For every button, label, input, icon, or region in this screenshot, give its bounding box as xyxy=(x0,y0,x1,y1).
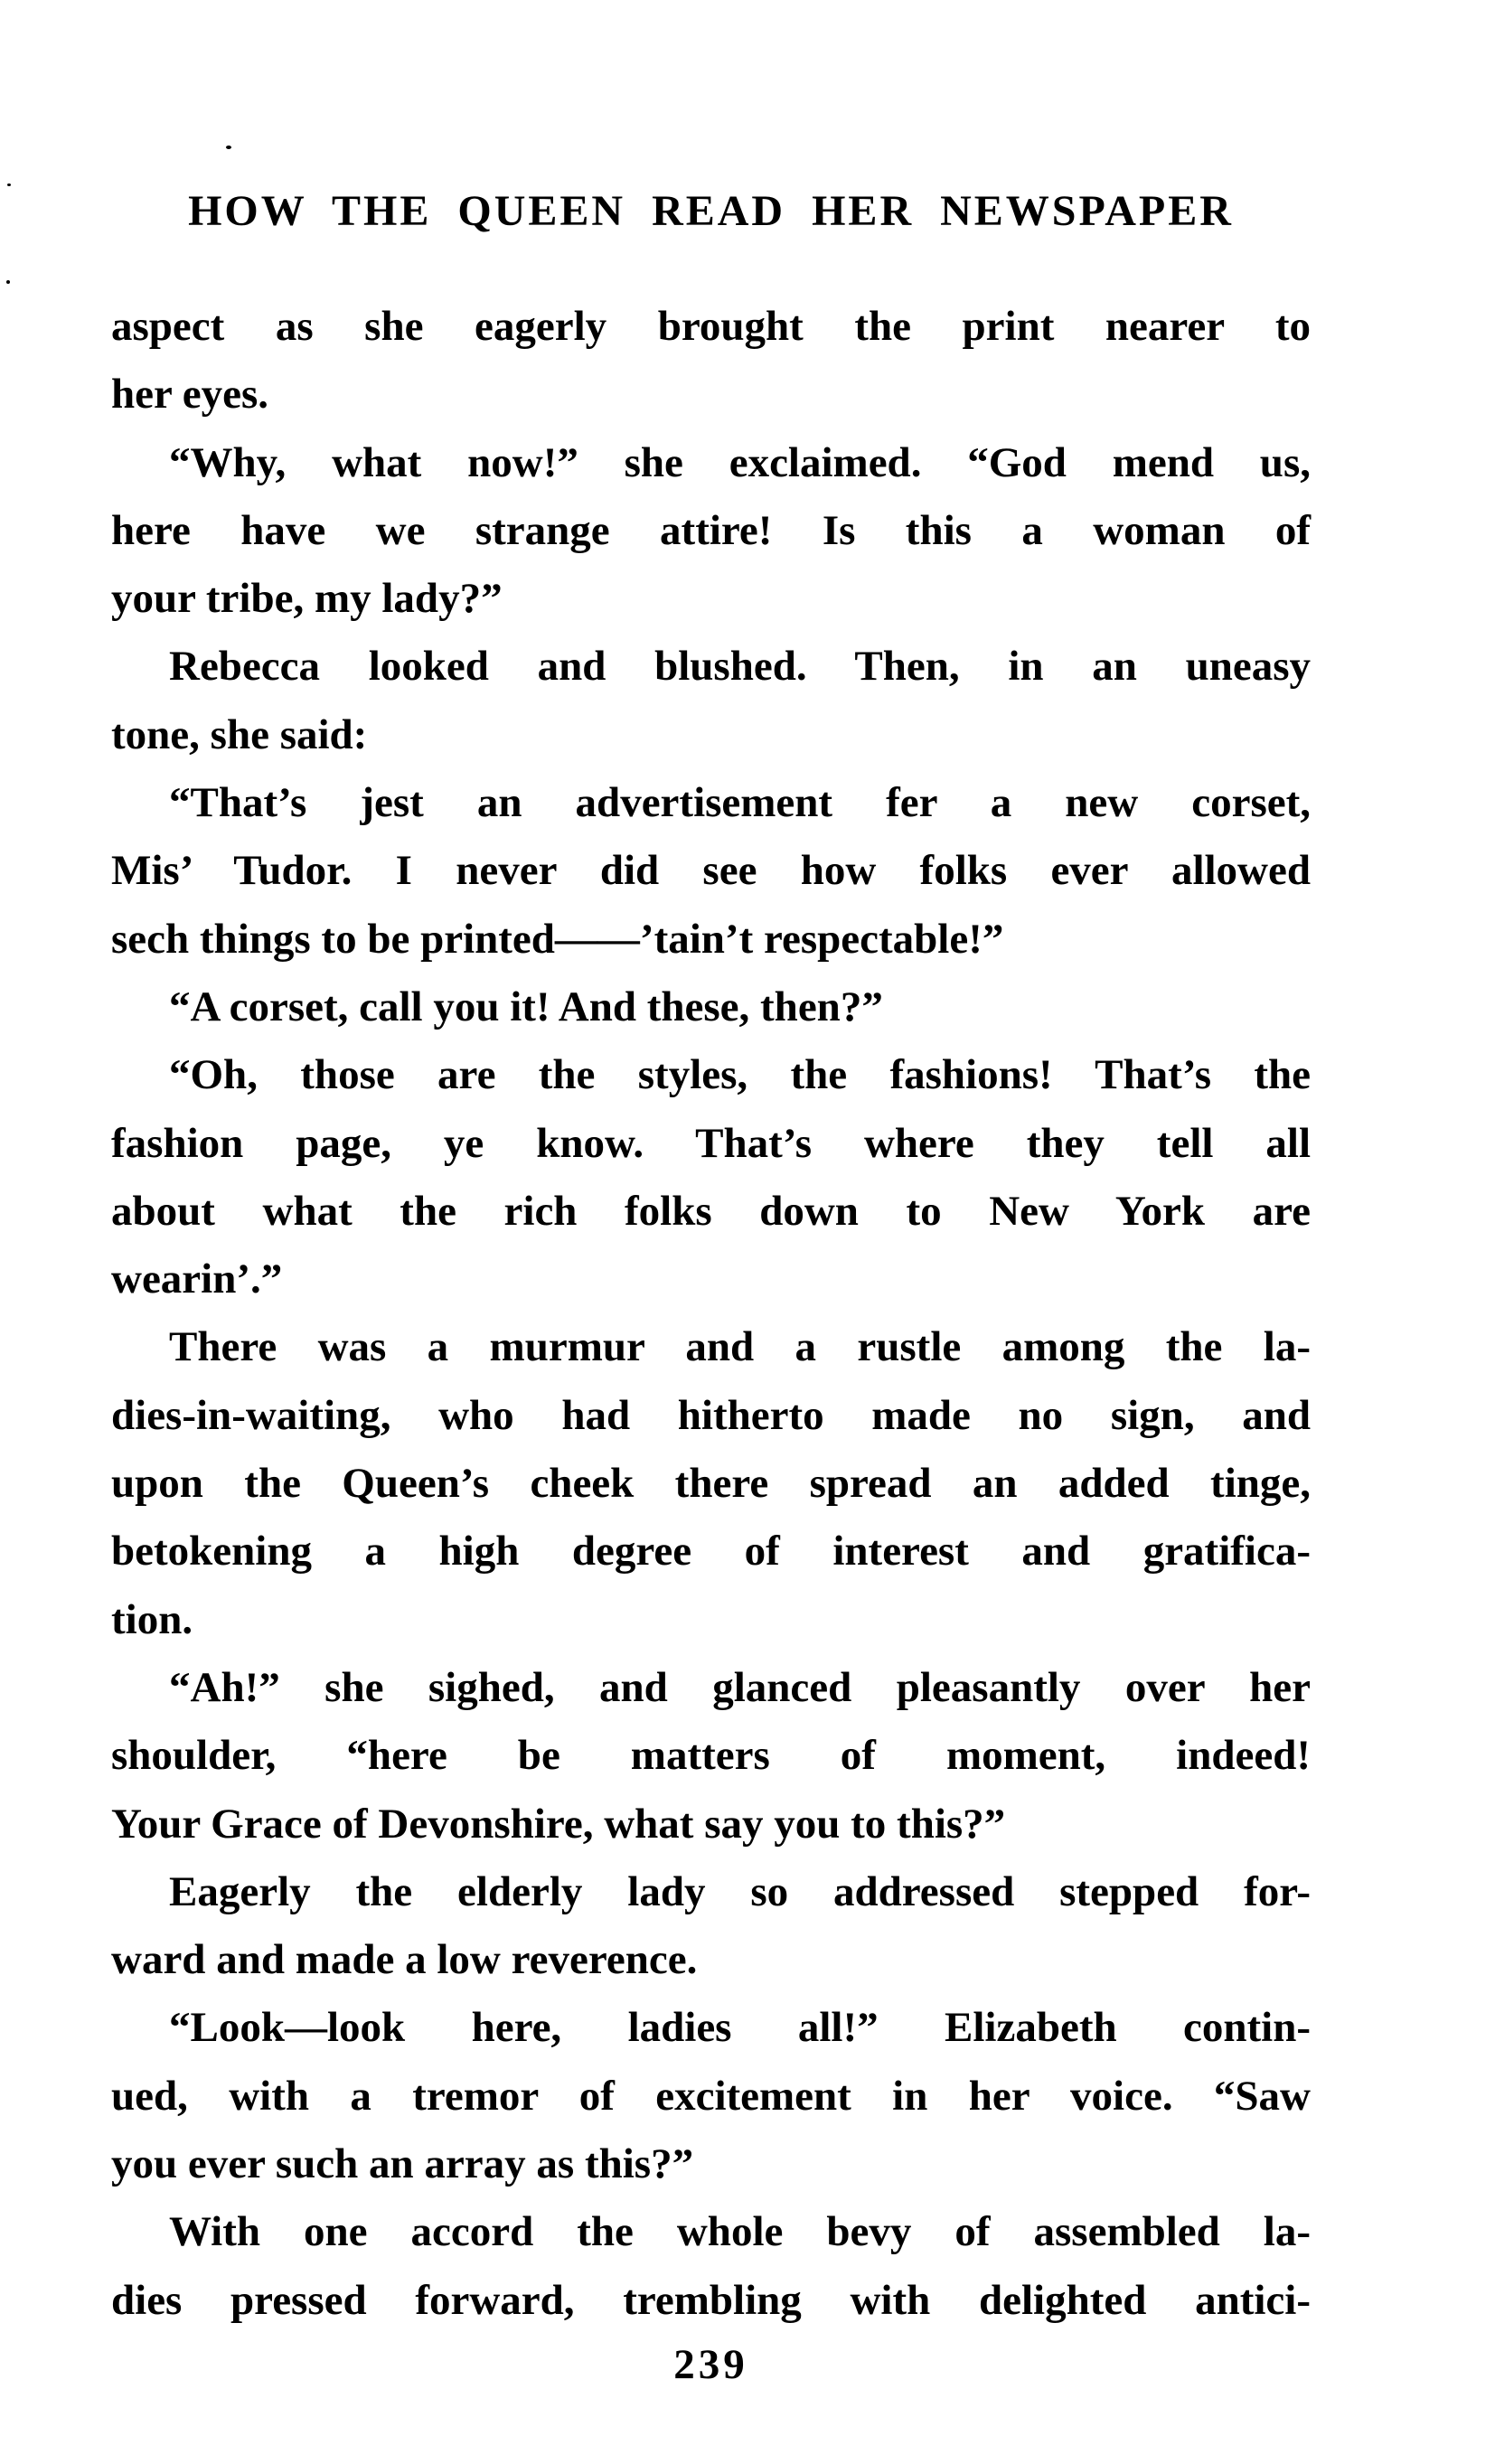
text-line: Eagerly the elderly lady so addressed stepped for- xyxy=(169,1867,1311,1915)
text-line: betokening a high degree of interest and gratifica- xyxy=(111,1528,1311,1575)
page-number: 239 xyxy=(673,2341,748,2388)
text-line: “Ah!” she sighed, and glanced pleasantly over her xyxy=(169,1663,1311,1711)
text-line: here have we strange attire! Is this a woman of xyxy=(111,506,1311,554)
text-line: sech things to be printed——’tain’t respectable!” xyxy=(111,915,1004,963)
text-line: dies-in-waiting, who had hitherto made no sign, and xyxy=(111,1391,1311,1439)
text-line: “That’s jest an advertisement fer a new corset, xyxy=(169,779,1311,827)
text-line: “Oh, those are the styles, the fashions! That’s the xyxy=(169,1051,1311,1099)
text-line: you ever such an array as this?” xyxy=(111,2140,694,2188)
text-line: dies pressed forward, trembling with delighted antici- xyxy=(111,2276,1311,2324)
scan-speck xyxy=(226,146,231,149)
text-line: ward and made a low reverence. xyxy=(111,1936,698,1984)
text-line: “A corset, call you it! And these, then?” xyxy=(169,983,883,1030)
text-line: aspect as she eagerly brought the print nearer to xyxy=(111,303,1311,350)
text-line: “Why, what now!” she exclaimed. “God mend us, xyxy=(169,438,1311,486)
text-line: Mis’ Tudor. I never did see how folks ever allowed xyxy=(111,847,1311,895)
text-line: her eyes. xyxy=(111,371,269,419)
text-line: your tribe, my lady?” xyxy=(111,575,503,623)
text-line: Rebecca looked and blushed. Then, in an uneasy xyxy=(169,643,1311,691)
scan-speck xyxy=(7,183,11,186)
text-line: wearin’.” xyxy=(111,1256,283,1303)
text-line: fashion page, ye know. That’s where they tell all xyxy=(111,1119,1311,1167)
text-line: upon the Queen’s cheek there spread an added tinge, xyxy=(111,1460,1311,1508)
text-block xyxy=(111,293,1311,2335)
text-line: ued, with a tremor of excitement in her voice. “Saw xyxy=(111,2072,1311,2120)
text-line: tion. xyxy=(111,1595,193,1643)
scan-speck xyxy=(6,280,10,284)
text-line: Your Grace of Devonshire, what say you to this?” xyxy=(111,1800,1006,1848)
text-line: “Look—look here, ladies all!” Elizabeth contin- xyxy=(169,2004,1311,2052)
text-line: There was a murmur and a rustle among the la- xyxy=(169,1323,1311,1371)
text-line: about what the rich folks down to New York are xyxy=(111,1187,1311,1235)
running-header: HOW THE QUEEN READ HER NEWSPAPER xyxy=(188,187,1234,235)
text-line: With one accord the whole bevy of assembled la- xyxy=(169,2208,1311,2256)
text-line: tone, she said: xyxy=(111,710,368,758)
text-line: shoulder, “here be matters of moment, indeed! xyxy=(111,1732,1311,1780)
